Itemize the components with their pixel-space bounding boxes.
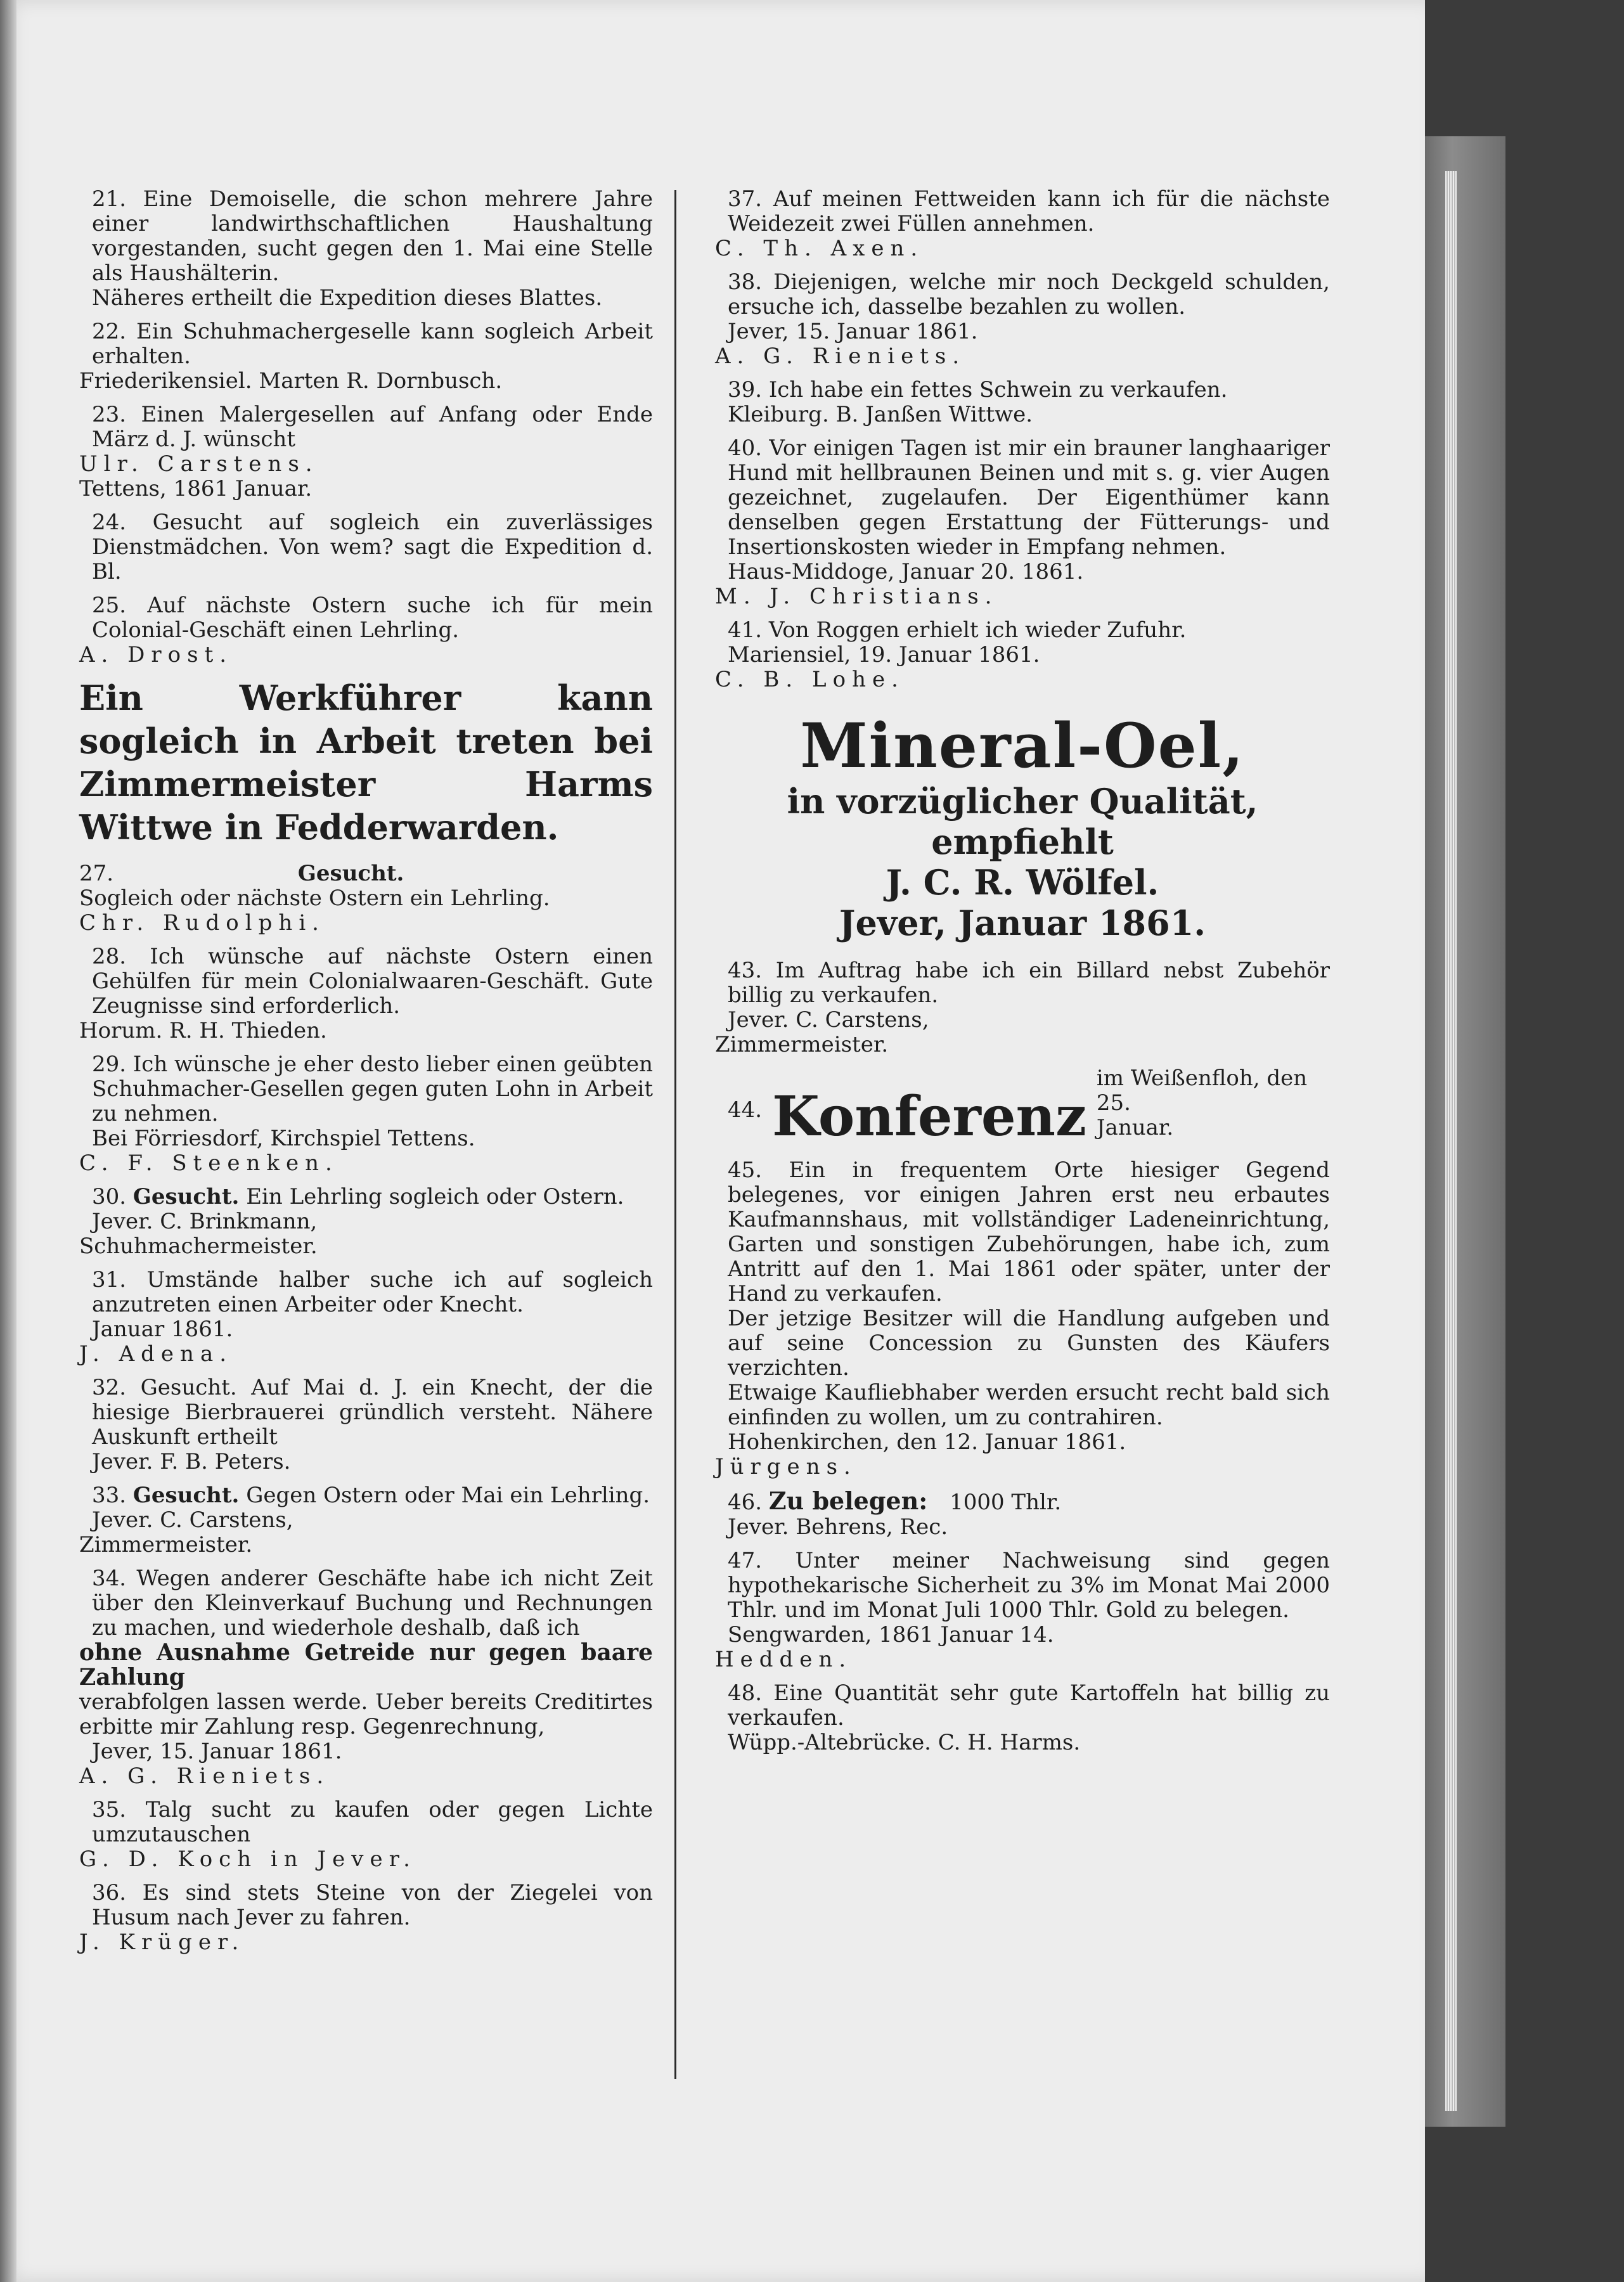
- ad-37: [715, 187, 1330, 261]
- ad-signature: J. Adena.: [79, 1341, 233, 1367]
- ad-35: [79, 1798, 653, 1872]
- ad-text: 48. Eine Quantität sehr gute Kartoffeln hat billig zu verkaufen.: [728, 1680, 1330, 1731]
- ad-amount: 1000 Thlr.: [950, 1490, 1062, 1515]
- ad-emphasis: ohne Ausnahme Getreide nur gegen baare Zahlung: [79, 1639, 653, 1691]
- ad-date: Hohenkirchen, den 12. Januar 1861.: [728, 1429, 1126, 1455]
- ad-46: [715, 1488, 1330, 1540]
- ad-text: verabfolgen lassen werde. Ueber bereits Creditirtes erbitte mir Zahlung resp. Gegenrechnung,: [79, 1689, 653, 1739]
- ad-number: 44.: [728, 1097, 763, 1123]
- ad-text: 37. Auf meinen Fettweiden kann ich für die nächste Weidezeit zwei Füllen annehmen.: [728, 186, 1330, 236]
- ad-heading: Gesucht.: [297, 861, 404, 886]
- ad-text: 47. Unter meiner Nachweisung sind gegen hypothekarische Sicherheit zu 3% im Monat Mai 2000 Thlr. und im Monat Juli 1000 Thlr. Gold zu belegen.: [728, 1548, 1330, 1623]
- ad-date: Jever, 15. Januar 1861.: [728, 319, 978, 344]
- ad-33: [79, 1483, 653, 1557]
- ad-text: 43. Im Auftrag habe ich ein Billard nebst Zubehör billig zu verkaufen.: [728, 958, 1330, 1008]
- ad-text: 28. Ich wünsche auf nächste Ostern einen Gehülfen für mein Colonialwaaren-Geschäft. Gute Zeugnisse sind erforderlich.: [92, 944, 653, 1019]
- konferenz-details: [1097, 1066, 1330, 1145]
- ad-signature: C. F. Steenken.: [79, 1151, 338, 1176]
- ad-text: Näheres ertheilt die Expedition dieses Blattes.: [92, 285, 603, 311]
- ad-32: [79, 1376, 653, 1474]
- ad-heading: Zu belegen:: [768, 1486, 928, 1515]
- ad-27: [79, 861, 653, 936]
- ad-heading: Gesucht.: [132, 1184, 240, 1209]
- konferenz-place: im Weißenfloh, den 25.: [1096, 1066, 1308, 1116]
- ad-place: Bei Förriesdorf, Kirchspiel Tettens.: [92, 1126, 475, 1151]
- ad-text: 24. Gesucht auf sogleich ein zuverlässiges Dienstmädchen. Von wem? sagt die Expedition d. Bl.: [92, 510, 653, 584]
- ad-text: Sogleich oder nächste Ostern ein Lehrling.: [79, 886, 550, 911]
- mineral-title: Mineral-Oel,: [800, 710, 1245, 782]
- ad-text: 38. Diejenigen, welche mir noch Deckgeld schulden, ersuche ich, dasselbe bezahlen zu wollen.: [728, 269, 1330, 319]
- ad-text: 35. Talg sucht zu kaufen oder gegen Lichte umzutauschen: [92, 1797, 653, 1847]
- ad-36: [79, 1881, 653, 1955]
- left-column: [79, 187, 653, 1964]
- ad-29: [79, 1052, 653, 1176]
- ad-text: 21. Eine Demoiselle, die schon mehrere Jahre einer landwirthschaftlichen Haushaltung vorgestanden, sucht gegen den 1. Mai eine Stelle als Haushälterin.: [92, 186, 653, 286]
- ad-text: Der jetzige Besitzer will die Handlung aufgeben und auf seine Concession zu Gunsten des Käufers verzichten.: [728, 1306, 1330, 1381]
- book-edge-background: [1423, 136, 1505, 2127]
- ad-47: [715, 1549, 1330, 1672]
- ad-text: Ein Lehrling sogleich oder Ostern.: [246, 1184, 624, 1209]
- ad-signature-title: Zimmermeister.: [715, 1032, 889, 1057]
- ad-place-date: Tettens, 1861 Januar.: [79, 476, 313, 501]
- ad-signature: G. D. Koch in Jever.: [79, 1847, 416, 1872]
- ad-25: [79, 593, 653, 667]
- konferenz-title: Konferenz: [772, 1085, 1086, 1149]
- mineral-date: Jever, Januar 1861.: [839, 903, 1206, 943]
- column-divider: [674, 190, 676, 2079]
- ad-signature: Horum. R. H. Thieden.: [79, 1018, 327, 1043]
- ad-38: [715, 270, 1330, 369]
- ad-heading: Gesucht.: [132, 1483, 240, 1508]
- ad-48: [715, 1681, 1330, 1755]
- page-stack-edge: [1445, 171, 1457, 2111]
- ad-signature: Hedden.: [715, 1647, 853, 1672]
- mineral-oel-ad: [715, 711, 1330, 943]
- ad-signature: Chr. Rudolphi.: [79, 910, 325, 936]
- ad-text: 40. Vor einigen Tagen ist mir ein brauner langhaariger Hund mit hellbraunen Beinen und mit s. g. vier Augen gezeichnet, zugelaufen. Der Eigenthümer kann denselben gegen Erstattung der Fütterungs- und Insertionskosten wieder in Empfang nehmen.: [728, 435, 1330, 560]
- ad-text: 39. Ich habe ein fettes Schwein zu verkaufen.: [728, 377, 1228, 403]
- ad-text: 31. Umstände halber suche ich auf sogleich anzutreten einen Arbeiter oder Knecht.: [92, 1267, 653, 1317]
- ad-22: [79, 319, 653, 394]
- ad-21: [79, 187, 653, 311]
- ad-signature: Jever. C. Carstens,: [92, 1507, 293, 1533]
- ad-date: Januar 1861.: [92, 1317, 233, 1342]
- ad-signature: Friederikensiel. Marten R. Dornbusch.: [79, 368, 503, 394]
- mineral-seller: J. C. R. Wölfel.: [886, 862, 1159, 903]
- ad-text: Gegen Ostern oder Mai ein Lehrling.: [246, 1483, 650, 1508]
- ad-number: 33.: [92, 1483, 127, 1508]
- ad-number: 30.: [92, 1184, 127, 1209]
- ad-text: 41. Von Roggen erhielt ich wieder Zufuhr.: [728, 617, 1187, 643]
- ad-number: 27.: [79, 861, 114, 886]
- ad-31: [79, 1268, 653, 1367]
- ad-signature: J. Krüger.: [79, 1930, 245, 1955]
- ad-signature: Jever. Behrens, Rec.: [728, 1514, 948, 1540]
- konferenz-ad: [715, 1066, 1330, 1149]
- ad-signature: C. Th. Axen.: [715, 236, 924, 261]
- ad-23: [79, 403, 653, 501]
- ad-signature: A. G. Rieniets.: [715, 344, 966, 369]
- ad-date: Haus-Middoge, Januar 20. 1861.: [728, 559, 1084, 584]
- ad-signature: A. Drost.: [79, 642, 233, 667]
- ad-date: Jever, 15. Januar 1861.: [92, 1739, 342, 1764]
- ad-34: [79, 1566, 653, 1789]
- ad-43: [715, 958, 1330, 1057]
- ad-40: [715, 436, 1330, 609]
- ad-date: Mariensiel, 19. Januar 1861.: [728, 642, 1040, 667]
- ad-signature: A. G. Rieniets.: [79, 1763, 330, 1789]
- right-column: [715, 187, 1330, 1764]
- ad-signature: C. B. Lohe.: [715, 667, 905, 692]
- ad-text: 34. Wegen anderer Geschäfte habe ich nicht Zeit über den Kleinverkauf Buchung und Rechnungen zu machen, und wiederhole deshalb, daß ich: [92, 1566, 653, 1641]
- ad-signature: M. J. Christians.: [715, 584, 998, 609]
- ad-signature: Kleiburg. B. Janßen Wittwe.: [728, 402, 1033, 427]
- ad-signature: Ulr. Carstens.: [79, 451, 319, 477]
- ad-text: 36. Es sind stets Steine von der Ziegelei von Husum nach Jever zu fahren.: [92, 1880, 653, 1930]
- ad-number: 46.: [728, 1490, 763, 1515]
- mineral-subtitle: in vorzüglicher Qualität, empfiehlt: [787, 781, 1258, 862]
- ad-text: 32. Gesucht. Auf Mai d. J. ein Knecht, der die hiesige Bierbrauerei gründlich versteht. Nähere Auskunft ertheilt: [92, 1375, 653, 1450]
- ad-39: [715, 378, 1330, 427]
- ad-text: 23. Einen Malergesellen auf Anfang oder Ende März d. J. wünscht: [92, 402, 653, 452]
- ad-signature: Jever. F. B. Peters.: [92, 1449, 291, 1474]
- werkfuehrer-notice: Ein Werkführer kann sogleich in Arbeit treten bei Zimmermeister Harms Wittwe in Fedderwarden.: [79, 678, 653, 848]
- konferenz-month: Januar.: [1096, 1115, 1174, 1140]
- ad-text: 22. Ein Schuhmachergeselle kann sogleich Arbeit erhalten.: [92, 319, 653, 369]
- ad-30: [79, 1185, 653, 1259]
- ad-signature: Wüpp.-Altebrücke. C. H. Harms.: [728, 1730, 1081, 1755]
- binding-gutter: [0, 0, 16, 2282]
- ad-24: [79, 510, 653, 584]
- ad-signature: Jever. C. Carstens,: [728, 1007, 929, 1033]
- ad-date: Sengwarden, 1861 Januar 14.: [728, 1622, 1054, 1647]
- ad-signature-title: Zimmermeister.: [79, 1532, 253, 1557]
- ad-45: [715, 1158, 1330, 1479]
- ad-signature: Jever. C. Brinkmann,: [92, 1209, 318, 1234]
- ad-text: 29. Ich wünsche je eher desto lieber einen geübten Schuhmacher-Gesellen gegen guten Lohn in Arbeit zu nehmen.: [92, 1052, 653, 1126]
- ad-text: 45. Ein in frequentem Orte hiesiger Gegend belegenes, vor einigen Jahren erst neu erbautes Kaufmannshaus, mit vollständiger Ladeneinrichtung, Garten und sonstigen Zubehörungen, habe ich, zum Antritt auf den 1. Mai 1861 oder später, unter der Hand zu verkaufen.: [728, 1157, 1330, 1306]
- ad-signature-title: Schuhmachermeister.: [79, 1234, 318, 1259]
- ad-signature: Jürgens.: [715, 1454, 857, 1479]
- ad-41: [715, 618, 1330, 692]
- ad-text: Etwaige Kaufliebhaber werden ersucht recht bald sich einfinden zu wollen, um zu contrahiren.: [728, 1380, 1330, 1430]
- ad-28: [79, 944, 653, 1043]
- ad-text: 25. Auf nächste Ostern suche ich für mein Colonial-Geschäft einen Lehrling.: [92, 593, 653, 643]
